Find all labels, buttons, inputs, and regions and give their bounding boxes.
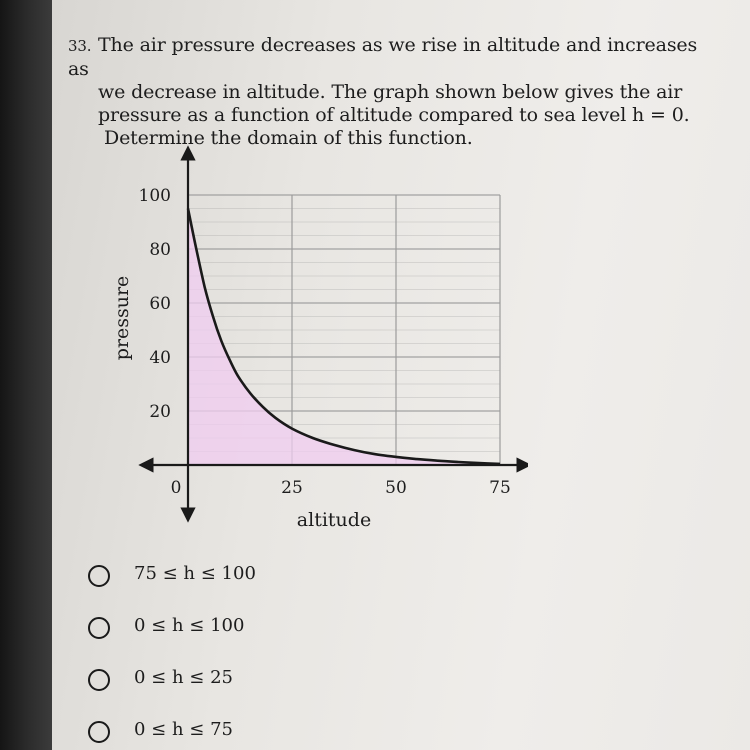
- option-label: 75 ≤ h ≤ 100: [134, 563, 256, 584]
- radio-button-icon[interactable]: [88, 669, 110, 691]
- question-number: 33.: [68, 37, 92, 55]
- radio-button-icon[interactable]: [88, 721, 110, 743]
- worksheet-page: [52, 0, 750, 750]
- y-tick-label: 20: [149, 402, 171, 422]
- x-axis-label: altitude: [296, 509, 372, 531]
- screen-bezel: [0, 0, 52, 750]
- x-tick-label: 50: [385, 478, 407, 498]
- y-tick-label: 80: [149, 240, 171, 260]
- pressure-altitude-chart: [108, 140, 528, 540]
- x-tick-label: 25: [281, 478, 303, 498]
- x-tick-label: 75: [489, 478, 511, 498]
- question-line-1: 33. The air pressure decreases as we rise in altitude and increases as: [68, 34, 698, 80]
- y-tick-label: 40: [149, 348, 171, 368]
- option-3[interactable]: [88, 662, 488, 714]
- question-line-4: Determine the domain of this function.: [104, 127, 473, 149]
- answer-options: [88, 558, 488, 750]
- question-text: [68, 34, 708, 150]
- y-axis-label: pressure: [111, 275, 133, 361]
- option-label: 0 ≤ h ≤ 25: [134, 667, 233, 688]
- option-label: 0 ≤ h ≤ 75: [134, 719, 233, 740]
- radio-button-icon[interactable]: [88, 565, 110, 587]
- question-line-3: pressure as a function of altitude compared to sea level h = 0.: [98, 104, 690, 126]
- radio-button-icon[interactable]: [88, 617, 110, 639]
- option-2[interactable]: [88, 610, 488, 662]
- area-under-curve: [188, 209, 500, 466]
- y-tick-label: 100: [138, 186, 171, 206]
- question-line-2: we decrease in altitude. The graph shown below gives the air: [98, 81, 683, 103]
- option-1[interactable]: [88, 558, 488, 610]
- option-4[interactable]: [88, 714, 488, 750]
- option-label: 0 ≤ h ≤ 100: [134, 615, 245, 636]
- x-tick-label: 0: [170, 478, 182, 498]
- y-tick-label: 60: [149, 294, 171, 314]
